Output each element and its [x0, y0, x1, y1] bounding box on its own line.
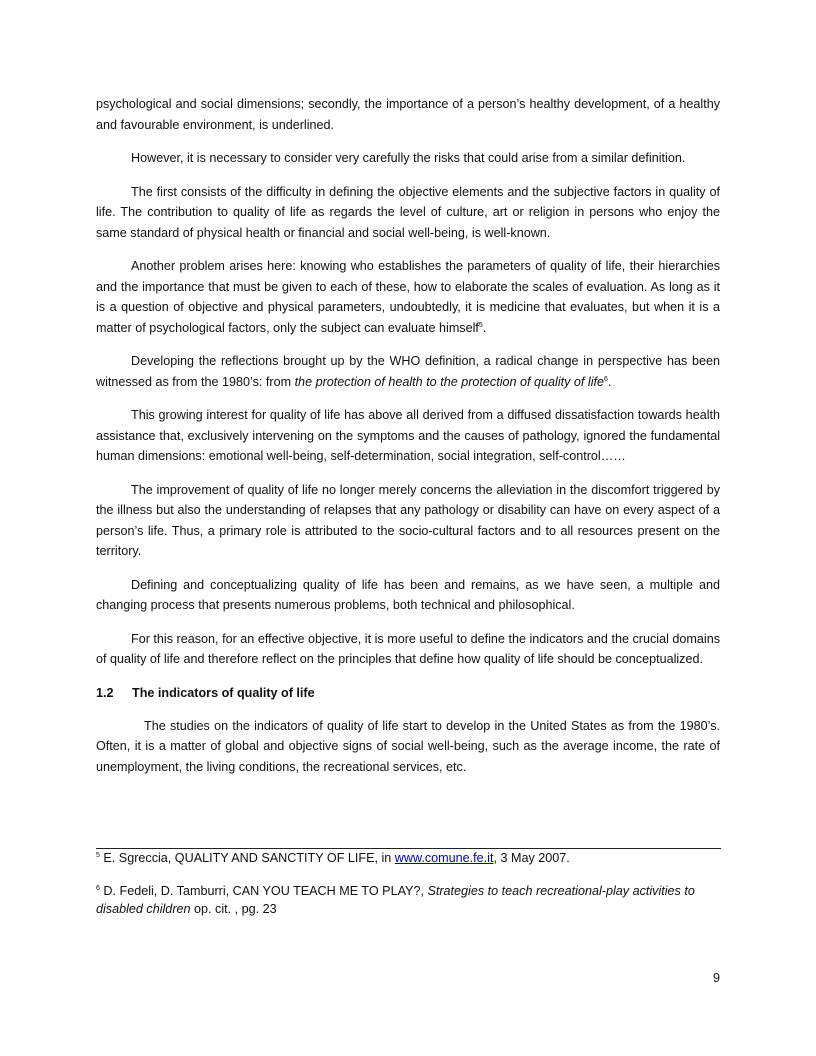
footnote-text: E. Sgreccia, QUALITY AND SANCTITY OF LIFE, in: [99, 851, 395, 865]
paragraph-text: Another problem arises here: knowing who establishes the parameters of quality of life, their hierarchies and the importance that must be given to each of these, how to elaborate the scales of evaluation. As long as it is a question of objective and physical parameters, undoubtedly, it is medicine that evaluates, but when it is a matter of psychological factors, only the subject can evaluate himself: [96, 259, 720, 335]
paragraph-text: Developing the reflections brought up by the WHO definition, a radical change in perspective has been witnessed as from the 1980’s: from: [96, 354, 720, 389]
paragraph: [96, 351, 720, 392]
footnote-italic: Strategies to teach recreational-play activities to disabled children: [96, 883, 695, 916]
paragraph: [96, 256, 720, 338]
footnote-text-end: , 3 May 2007.: [493, 851, 570, 865]
footnote-link[interactable]: www.comune.fe.it: [394, 851, 494, 865]
page-number: 9: [712, 971, 720, 985]
paragraph: However, it is necessary to consider very carefully the risks that could arise from a similar definition.: [131, 151, 686, 165]
section-heading: [96, 683, 720, 703]
paragraph-end: .: [607, 374, 612, 389]
paragraph: Defining and conceptualizing quality of life has been and remains, as we have seen, a multiple and changing process that presents numerous problems, both technical and philosophical.: [96, 577, 720, 612]
paragraph: For this reason, for an effective objective, it is more useful to define the indicators and the crucial domains of quality of life and therefore reflect on the principles that define how quality of life should be conceptualized.: [96, 631, 720, 666]
italic-phrase: the protection of health to the protection of quality of life: [294, 374, 605, 389]
paragraph-end: .: [482, 320, 487, 335]
footnote-ref[interactable]: 5: [478, 321, 483, 329]
footnote-text-end: op. cit. , pg. 23: [190, 902, 277, 916]
footnotes: [96, 849, 720, 919]
section-number: 1.2: [96, 685, 114, 700]
footnote-text: D. Fedeli, D. Tamburri, CAN YOU TEACH ME TO PLAY?,: [99, 883, 428, 898]
footnote-mark: 6: [96, 884, 100, 892]
section-title: The indicators of quality of life: [132, 685, 315, 700]
paragraph: The improvement of quality of life no longer merely concerns the alleviation in the discomfort triggered by the illness but also the understanding of relapses that any pathology or disability can have on every aspect of a person’s life. Thus, a primary role is attributed to the socio-cultural factors and to all resources present on the territory.: [96, 482, 720, 558]
footnote-5: [96, 849, 720, 868]
footnote-ref[interactable]: 6: [604, 375, 608, 383]
footnote-mark: 5: [96, 851, 100, 859]
paragraph: The first consists of the difficulty in defining the objective elements and the subjective factors in quality of life. The contribution to quality of life as regards the level of culture, art or religion in persons who enjoy the same standard of physical health or financial and social well-being, is well-known.: [96, 184, 720, 240]
paragraph: This growing interest for quality of life has above all derived from a diffused dissatisfaction towards health assistance that, exclusively intervening on the symptoms and the causes of pathology, ignored the fundamental human dimensions: emotional well-being, self-determination, social integration, self-control……: [96, 408, 720, 463]
paragraph: psychological and social dimensions; secondly, the importance of a person’s healthy development, of a healthy and favourable environment, is underlined.: [96, 97, 720, 132]
document-page: [96, 94, 720, 790]
paragraph: The studies on the indicators of quality of life start to develop in the United States as from the 1980’s. Often, it is a matter of global and objective signs of social well-being, such as the average income, the rate of unemployment, the living conditions, the recreational services, etc.: [96, 718, 720, 774]
footnote-6: [96, 882, 720, 919]
